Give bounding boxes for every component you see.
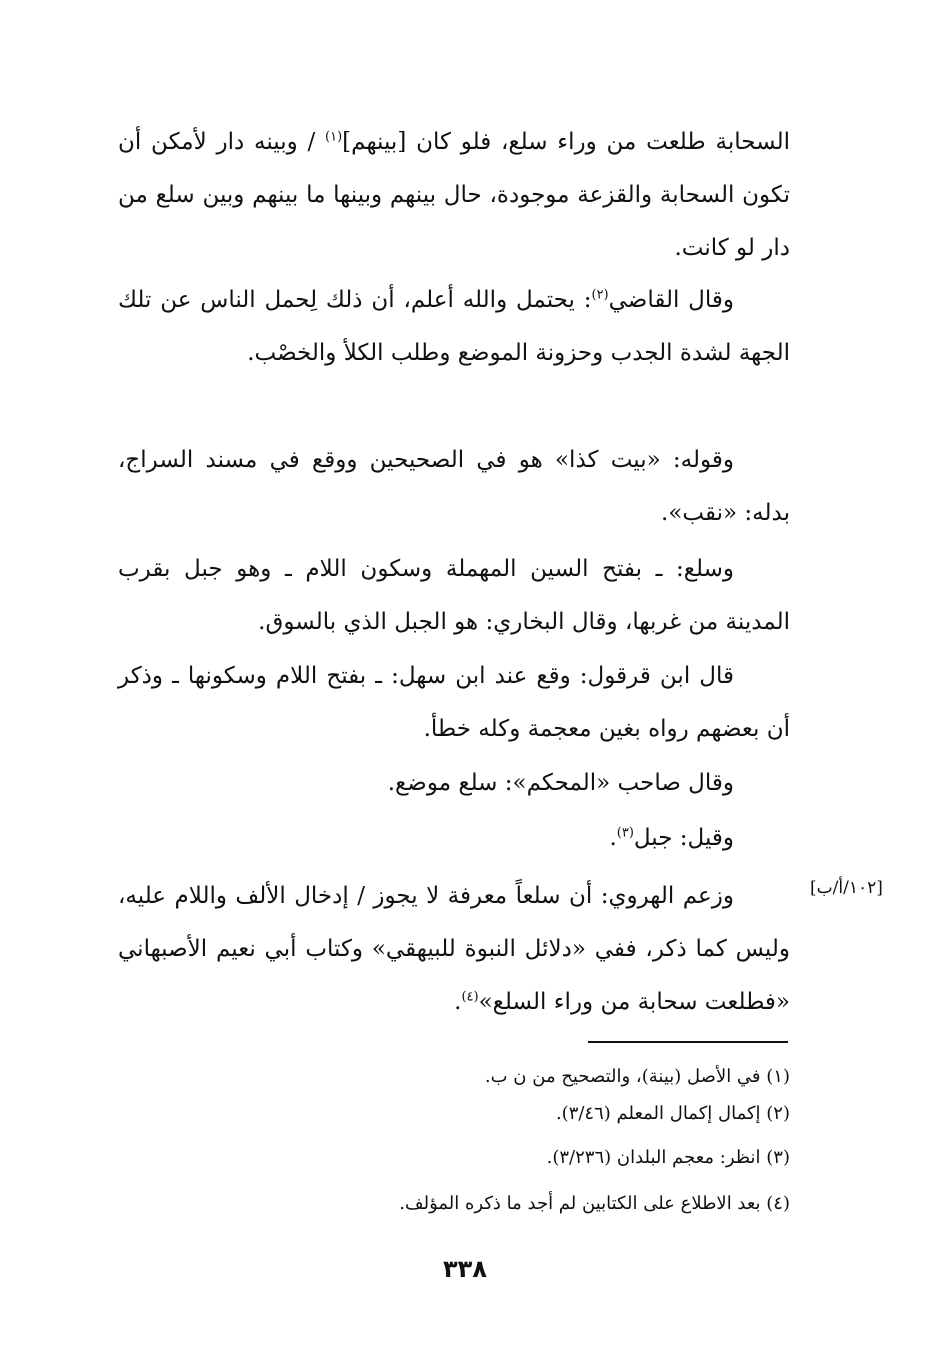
footnote-2: (٢) إكمال إكمال المعلم (٣/٤٦). [555, 1103, 790, 1124]
paragraph-2-text: وقال القاضي [608, 287, 735, 313]
footnote-4: (٤) بعد الاطلاع على الكتابين لم أجد ما ذكره المؤلف. [399, 1193, 790, 1214]
manuscript-folio-marker: [١٠٢/أ/ب] [810, 878, 883, 898]
paragraph-1 [118, 116, 790, 275]
paragraph-2-rest: : يحتمل والله أعلم، أن ذلك لِحمل الناس عن تلك الجهة لشدة الجدب وحزونة الموضع وطلب الكلأ والخصْب. [118, 287, 790, 366]
footnote-ref-3: (٣) [616, 825, 634, 841]
paragraph-6-text: وقال صاحب «المحكم»: سلع موضع. [387, 770, 734, 796]
paragraph-4 [118, 543, 790, 649]
footnote-1: (١) في الأصل (بينة)، والتصحيح من ن ب. [484, 1066, 790, 1087]
paragraph-8 [118, 870, 790, 1029]
paragraph-7-rest: . [609, 825, 617, 851]
paragraph-5 [118, 650, 790, 756]
paragraph-1-rest: / وبينه دار لأمكن أن تكون السحابة والقزعة موجودة، حال بينهم وبينها ما بينهم وبين سلع من دار لو كانت. [118, 129, 790, 261]
paragraph-8-rest: . [454, 989, 462, 1015]
paragraph-8-text: وزعم الهروي: أن سلعاً معرفة لا يجوز / إدخال الألف واللام عليه، وليس كما ذكر، ففي «دلائل النبوة للبيهقي» وكتاب أبي نعيم الأصبهاني «فطلعت سحابة من وراء السلع» [118, 883, 790, 1015]
paragraph-7-text: وقيل: جبل [633, 825, 734, 851]
footnote-3: (٣) انظر: معجم البلدان (٣/٢٣٦). [546, 1147, 790, 1168]
footnote-ref-4: (٤) [461, 989, 479, 1005]
paragraph-1-text: السحابة طلعت من وراء سلع، فلو كان [بينهم] [342, 129, 790, 155]
paragraph-2 [118, 274, 790, 380]
footnote-ref-1: (١) [325, 129, 343, 145]
paragraph-7 [118, 812, 790, 865]
paragraph-6 [118, 757, 790, 810]
paragraph-3-text: وقوله: «بيت كذا» هو في الصحيحين ووقع في مسند السراج، بدله: «نقب». [118, 447, 790, 526]
paragraph-5-text: قال ابن قرقول: وقع عند ابن سهل: ـ بفتح اللام وسكونها ـ وذكر أن بعضهم رواه بغين معجمة وكله خطأ. [118, 663, 790, 742]
footnote-ref-2: (٢) [591, 287, 609, 303]
paragraph-3 [118, 434, 790, 540]
footnote-separator [588, 1041, 788, 1043]
paragraph-4-text: وسلع: ـ بفتح السين المهملة وسكون اللام ـ وهو جبل بقرب المدينة من غربها، وقال البخاري: هو الجبل الذي بالسوق. [118, 556, 790, 635]
page-number: ٣٣٨ [443, 1255, 487, 1283]
